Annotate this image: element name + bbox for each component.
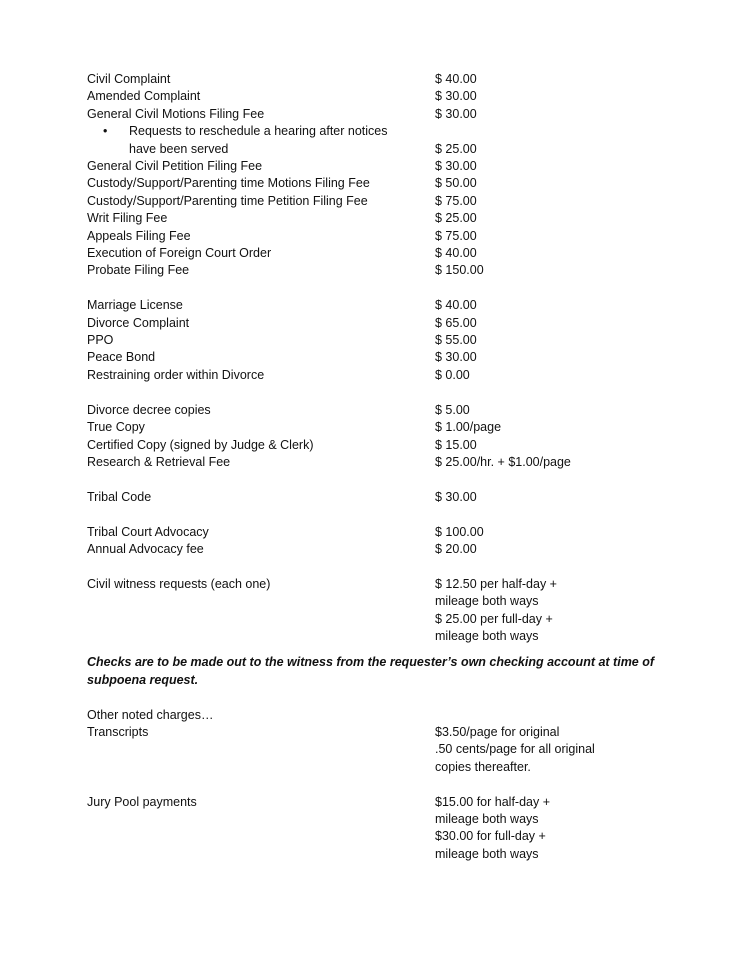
bullet-icon: • bbox=[103, 124, 108, 139]
fee-amount: $ 75.00 bbox=[435, 193, 477, 208]
fee-amount: $ 15.00 bbox=[435, 437, 477, 452]
fee-line: .50 cents/page for all original bbox=[435, 742, 595, 757]
fee-amount: $ 40.00 bbox=[435, 298, 477, 313]
fee-label: General Civil Motions Filing Fee bbox=[87, 106, 265, 121]
fee-amount: $ 55.00 bbox=[435, 333, 477, 348]
fee-amount: $ 30.00 bbox=[435, 159, 477, 174]
fee-label: PPO bbox=[87, 333, 114, 348]
fee-amount: $ 40.00 bbox=[435, 72, 477, 86]
fee-row bbox=[87, 349, 667, 366]
fee-line: mileage both ways bbox=[435, 628, 539, 643]
fee-row bbox=[87, 262, 667, 279]
fee-row bbox=[87, 402, 667, 419]
fee-label: Appeals Filing Fee bbox=[87, 228, 191, 243]
fee-row bbox=[87, 419, 667, 436]
fee-label: Civil witness requests (each one) bbox=[87, 576, 271, 591]
domestic-section bbox=[87, 297, 667, 384]
fee-amount: $ 65.00 bbox=[435, 315, 477, 330]
fee-label: Marriage License bbox=[87, 298, 183, 313]
fee-row bbox=[87, 245, 667, 262]
fee-label: Tribal Court Advocacy bbox=[87, 524, 209, 539]
fee-label: Writ Filing Fee bbox=[87, 211, 168, 226]
fee-amount bbox=[435, 794, 667, 864]
fee-row bbox=[87, 210, 667, 227]
fee-amount bbox=[435, 576, 667, 646]
fee-row bbox=[87, 315, 667, 332]
fee-row bbox=[87, 175, 667, 192]
fee-label: Jury Pool payments bbox=[87, 794, 197, 809]
fee-line: $15.00 for half-day + bbox=[435, 794, 551, 809]
fee-amount: $ 30.00 bbox=[435, 106, 477, 121]
fee-row bbox=[87, 297, 667, 314]
fee-amount: $ 0.00 bbox=[435, 367, 470, 382]
checks-note: Checks are to be made out to the witness from the requester’s own checking account at time of subpoena request. bbox=[87, 655, 655, 687]
fee-amount: $ 25.00 bbox=[435, 141, 477, 156]
fee-amount: $ 40.00 bbox=[435, 246, 477, 261]
fee-line: copies thereafter. bbox=[435, 759, 531, 774]
fee-amount: $ 30.00 bbox=[435, 350, 477, 365]
fee-label: Restraining order within Divorce bbox=[87, 367, 265, 382]
fee-label: True Copy bbox=[87, 420, 145, 435]
fee-label: Annual Advocacy fee bbox=[87, 541, 204, 556]
fee-label: Research & Retrieval Fee bbox=[87, 454, 231, 469]
fee-row bbox=[87, 367, 667, 384]
fee-row bbox=[87, 158, 667, 175]
copies-section bbox=[87, 402, 667, 472]
fee-label: Execution of Foreign Court Order bbox=[87, 246, 272, 261]
fee-row bbox=[87, 454, 667, 471]
fee-label: Probate Filing Fee bbox=[87, 263, 190, 278]
bullet-item bbox=[87, 123, 667, 158]
filing-fees-section bbox=[87, 71, 667, 280]
advocacy-section bbox=[87, 524, 667, 559]
fee-amount: $ 25.00 bbox=[435, 211, 477, 226]
fee-label: Certified Copy (signed by Judge & Clerk) bbox=[87, 437, 314, 452]
fee-line: $ 25.00 per full-day + bbox=[435, 611, 553, 626]
bullet-line: have been served bbox=[129, 141, 229, 156]
fee-row bbox=[87, 332, 667, 349]
fee-line: mileage both ways bbox=[435, 846, 539, 861]
fee-label: Custody/Support/Parenting time Motions Filing Fee bbox=[87, 176, 370, 191]
fee-row bbox=[87, 489, 667, 506]
fee-row bbox=[87, 437, 667, 454]
fee-label: Amended Complaint bbox=[87, 89, 201, 104]
witness-row bbox=[87, 576, 667, 646]
jury-row bbox=[87, 794, 667, 864]
fee-amount: $ 5.00 bbox=[435, 402, 470, 417]
fee-row bbox=[87, 106, 667, 123]
fee-line: $30.00 for full-day + bbox=[435, 829, 546, 844]
fee-amount: $ 20.00 bbox=[435, 541, 477, 556]
bullet-text bbox=[121, 123, 388, 158]
fee-line: mileage both ways bbox=[435, 594, 539, 609]
fee-label: Tribal Code bbox=[87, 489, 152, 504]
fee-label: Civil Complaint bbox=[87, 72, 171, 86]
bullet-line: Requests to reschedule a hearing after notices bbox=[129, 124, 388, 139]
other-heading: Other noted charges… bbox=[87, 707, 214, 722]
fee-label: Custody/Support/Parenting time Petition Filing Fee bbox=[87, 193, 368, 208]
fee-amount: $ 75.00 bbox=[435, 228, 477, 243]
fee-amount: $ 25.00/hr. + $1.00/page bbox=[435, 454, 571, 469]
fee-row bbox=[87, 88, 667, 105]
fee-label: Divorce decree copies bbox=[87, 402, 211, 417]
fee-amount: $ 100.00 bbox=[435, 524, 484, 539]
fee-schedule bbox=[87, 71, 667, 863]
fee-label: Divorce Complaint bbox=[87, 315, 190, 330]
fee-amount bbox=[435, 724, 667, 776]
fee-row bbox=[87, 193, 667, 210]
transcripts-row bbox=[87, 724, 667, 776]
fee-row bbox=[87, 228, 667, 245]
fee-label: Transcripts bbox=[87, 724, 149, 739]
fee-label: Peace Bond bbox=[87, 350, 156, 365]
fee-row bbox=[87, 541, 667, 558]
fee-line: mileage both ways bbox=[435, 811, 539, 826]
fee-line: $ 12.50 per half-day + bbox=[435, 576, 557, 591]
fee-amount: $ 150.00 bbox=[435, 263, 484, 278]
fee-amount: $ 30.00 bbox=[435, 489, 477, 504]
fee-amount: $ 50.00 bbox=[435, 176, 477, 191]
fee-row bbox=[87, 71, 667, 88]
fee-label: General Civil Petition Filing Fee bbox=[87, 159, 263, 174]
fee-amount: $ 30.00 bbox=[435, 89, 477, 104]
fee-line: $3.50/page for original bbox=[435, 724, 560, 739]
fee-amount: $ 1.00/page bbox=[435, 420, 502, 435]
fee-row bbox=[87, 524, 667, 541]
